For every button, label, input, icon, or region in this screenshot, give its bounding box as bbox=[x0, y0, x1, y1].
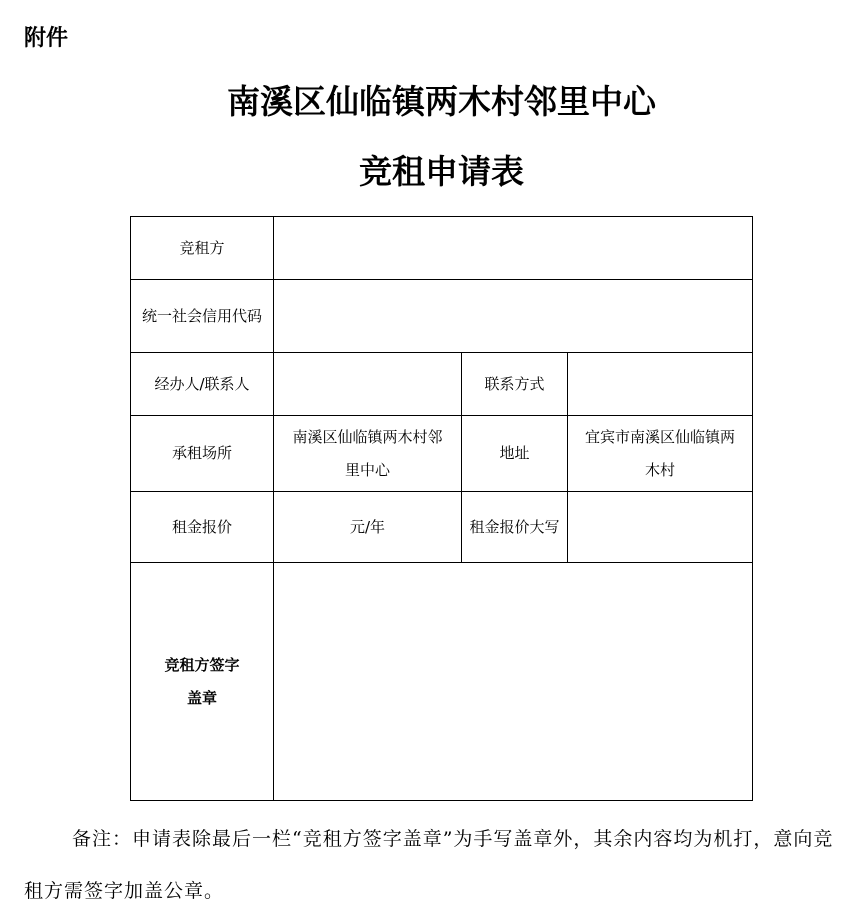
venue-value: 南溪区仙临镇两木村邻里中心 bbox=[274, 416, 462, 492]
application-form-table bbox=[130, 216, 753, 801]
form-row-venue bbox=[131, 416, 753, 492]
rent-quote-upper-label: 租金报价大写 bbox=[462, 492, 568, 563]
remark-note: 备注：申请表除最后一栏“竞租方签字盖章”为手写盖章外，其余内容均为机打，意向竞租方需签字加盖公章。 bbox=[24, 828, 834, 902]
signature-label: 竞租方签字盖章 bbox=[131, 563, 274, 801]
credit-code-field[interactable] bbox=[274, 280, 753, 353]
bidder-label: 竞租方 bbox=[131, 217, 274, 280]
form-row-credit-code bbox=[131, 280, 753, 353]
form-row-signature bbox=[131, 563, 753, 801]
rent-quote-label: 租金报价 bbox=[131, 492, 274, 563]
venue-label: 承租场所 bbox=[131, 416, 274, 492]
rent-quote-field[interactable]: 元/年 bbox=[274, 492, 462, 563]
attachment-label: 附件 bbox=[24, 26, 69, 51]
address-value: 宜宾市南溪区仙临镇两木村 bbox=[568, 416, 753, 492]
page-title: 南溪区仙临镇两木村邻里中心 bbox=[227, 82, 656, 121]
contact-method-field[interactable] bbox=[568, 353, 753, 416]
contact-person-field[interactable] bbox=[274, 353, 462, 416]
rent-quote-upper-field[interactable] bbox=[568, 492, 753, 563]
form-row-contact bbox=[131, 353, 753, 416]
contact-method-label: 联系方式 bbox=[462, 353, 568, 416]
signature-field[interactable] bbox=[274, 563, 753, 801]
credit-code-label: 统一社会信用代码 bbox=[131, 280, 274, 353]
contact-person-label: 经办人/联系人 bbox=[131, 353, 274, 416]
bidder-field[interactable] bbox=[274, 217, 753, 280]
form-row-rent bbox=[131, 492, 753, 563]
address-label: 地址 bbox=[462, 416, 568, 492]
form-row-bidder bbox=[131, 217, 753, 280]
page-subtitle: 竞租申请表 bbox=[359, 152, 524, 191]
